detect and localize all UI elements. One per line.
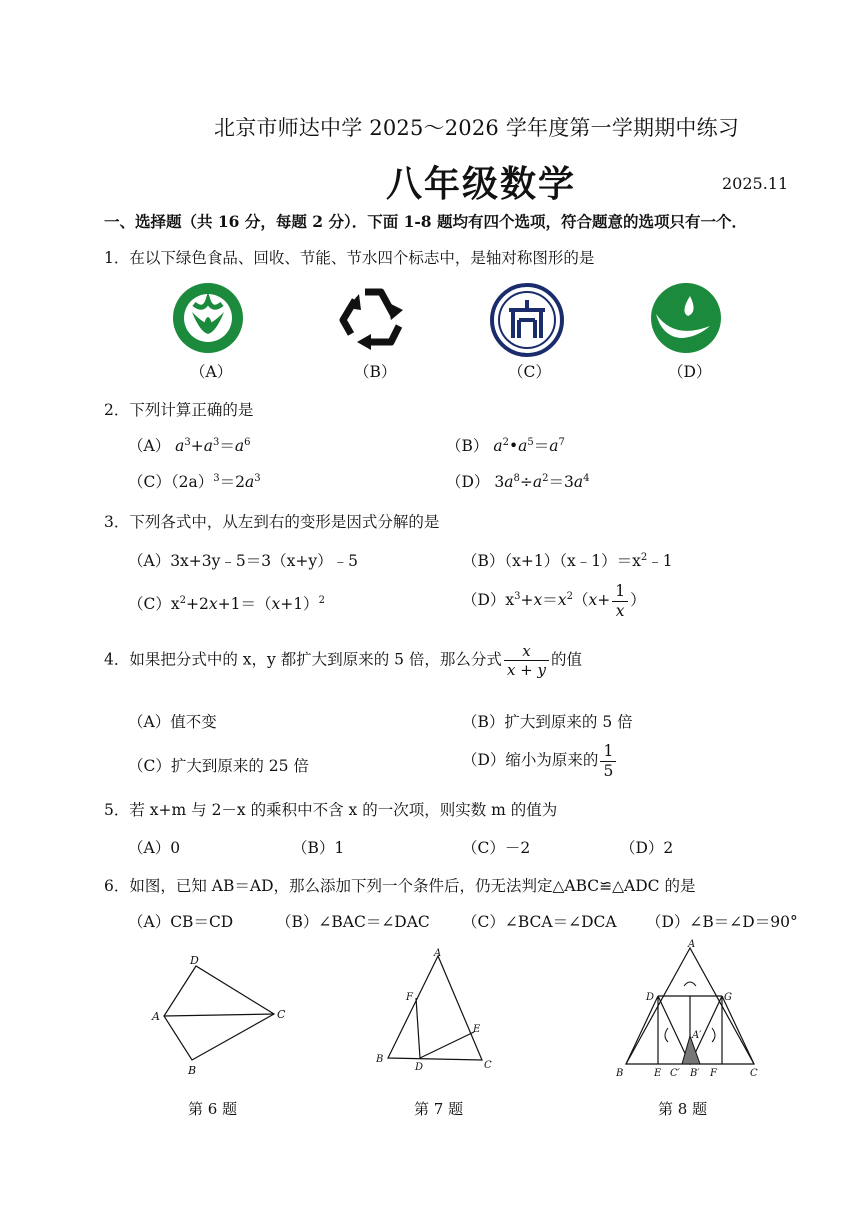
fig8-label-a: A [688,939,696,950]
fig7-label-f: F [406,992,413,1003]
question-2-option-d: （D） $3a^8\div a^2=3a^4$ [446,472,590,491]
question-2-stem: 2．下列计算正确的是 [104,401,254,419]
fig7-label-c: C [484,1060,492,1071]
fig6-label-d: D [190,954,199,967]
school-title: 北京市师达中学 2025～2026 学年度第一学期期中练习 [214,116,740,140]
fig7-label-e: E [473,1024,481,1035]
question-3-option-a: （A）3x+3y﹣5＝3（x+y）﹣5 [128,552,358,570]
water-saving-logo-icon [651,283,721,353]
question-1-stem: 1．在以下绿色食品、回收、节能、节水四个标志中，是轴对称图形的是 [104,249,595,267]
question-1-label-d: （D） [668,363,712,381]
figure-8 [610,938,770,1078]
question-1-logos [170,280,730,360]
question-6-option-a: （A）CB＝CD [128,913,234,931]
question-1-label-b: （B） [354,363,397,381]
fig8-label-b-prime: B′ [690,1068,700,1078]
question-6-stem: 6．如图，已知 AB＝AD，那么添加下列一个条件后，仍无法判定△ABC≌△ADC 的是 [104,877,696,895]
question-6-option-b: （B）∠BAC＝∠DAC [276,913,430,931]
figure-7-caption: 第 7 题 [414,1100,464,1118]
subject-title: 八年级数学 [386,163,577,205]
question-6-option-c: （C）∠BCA＝∠DCA [462,913,617,931]
fig8-label-f: F [710,1068,717,1078]
question-4-stem: 4．如果把分式中的 x，y 都扩大到原来的 5 倍，那么分式 $\frac{x}{x + y}$ 的值 [104,642,583,679]
question-3-option-d: $(D)x^3+x=x^2(x+$ $\frac{1}{x}$ ） [462,582,646,620]
question-5-option-a: （A）0 [128,839,181,857]
question-3-option-b: $(B)(x+1)(x﹣1)=x^2﹣1$ [462,551,673,570]
question-3-stem: 3．下列各式中，从左到右的变形是因式分解的是 [104,513,440,531]
question-5-option-d: （D）2 [620,839,674,857]
energy-saving-logo-icon [492,285,562,355]
fig6-label-c: C [277,1008,286,1021]
recycle-logo-icon [343,292,403,350]
question-6-option-d: （D）∠B＝∠D＝90° [646,913,798,931]
question-3-option-c: $(C)x^2+2x+1=(x+1)^2$ [128,594,325,613]
fig7-label-a: A [434,948,442,959]
question-4-option-c: （C）扩大到原来的 25 倍 [128,757,309,775]
question-2-option-a: （A） $a^3+a^3=a^6$ [128,436,251,455]
green-food-logo-icon [173,283,243,353]
question-5-option-b: （B）1 [292,839,345,857]
figure-6-caption: 第 6 题 [188,1100,238,1118]
fig8-label-b: B [616,1068,624,1078]
section-heading: 一、选择题（共 16 分，每题 2 分）．下面 1-8 题均有四个选项，符合题意的选项只有一个． [104,212,747,231]
question-4-option-a: （A）值不变 [128,713,217,731]
question-1-label-c: （C） [508,363,551,381]
fig8-label-g: G [724,992,732,1003]
fig7-label-b: B [376,1054,384,1065]
question-5-option-c: （C）－2 [462,839,531,857]
fig8-label-d: D [646,992,655,1003]
question-2-option-b: （B） $a^2•a^5=a^7$ [446,436,565,455]
exam-date: 2025.11 [722,174,789,193]
fig8-label-a-prime: A′ [692,1030,702,1041]
fig8-label-c: C [750,1068,758,1078]
fig8-label-e: E [654,1068,662,1078]
fig6-label-a: A [152,1010,160,1023]
figure-7 [370,946,510,1078]
figure-6 [148,950,298,1080]
fig8-label-c-prime: C′ [670,1068,680,1078]
question-4-option-d: （D）缩小为原来的 $\frac{1}{5}$ [462,742,618,780]
question-1-label-a: （A） [190,363,233,381]
fig6-label-b: B [188,1064,197,1077]
question-4-option-b: （B）扩大到原来的 5 倍 [462,713,633,731]
question-5-stem: 5．若 x+m 与 2－x 的乘积中不含 x 的一次项，则实数 m 的值为 [104,801,558,819]
figure-8-caption: 第 8 题 [658,1100,708,1118]
fig7-label-d: D [415,1062,424,1073]
question-2-option-c: $(C)(2a)^3=2a^3$ [128,472,261,491]
